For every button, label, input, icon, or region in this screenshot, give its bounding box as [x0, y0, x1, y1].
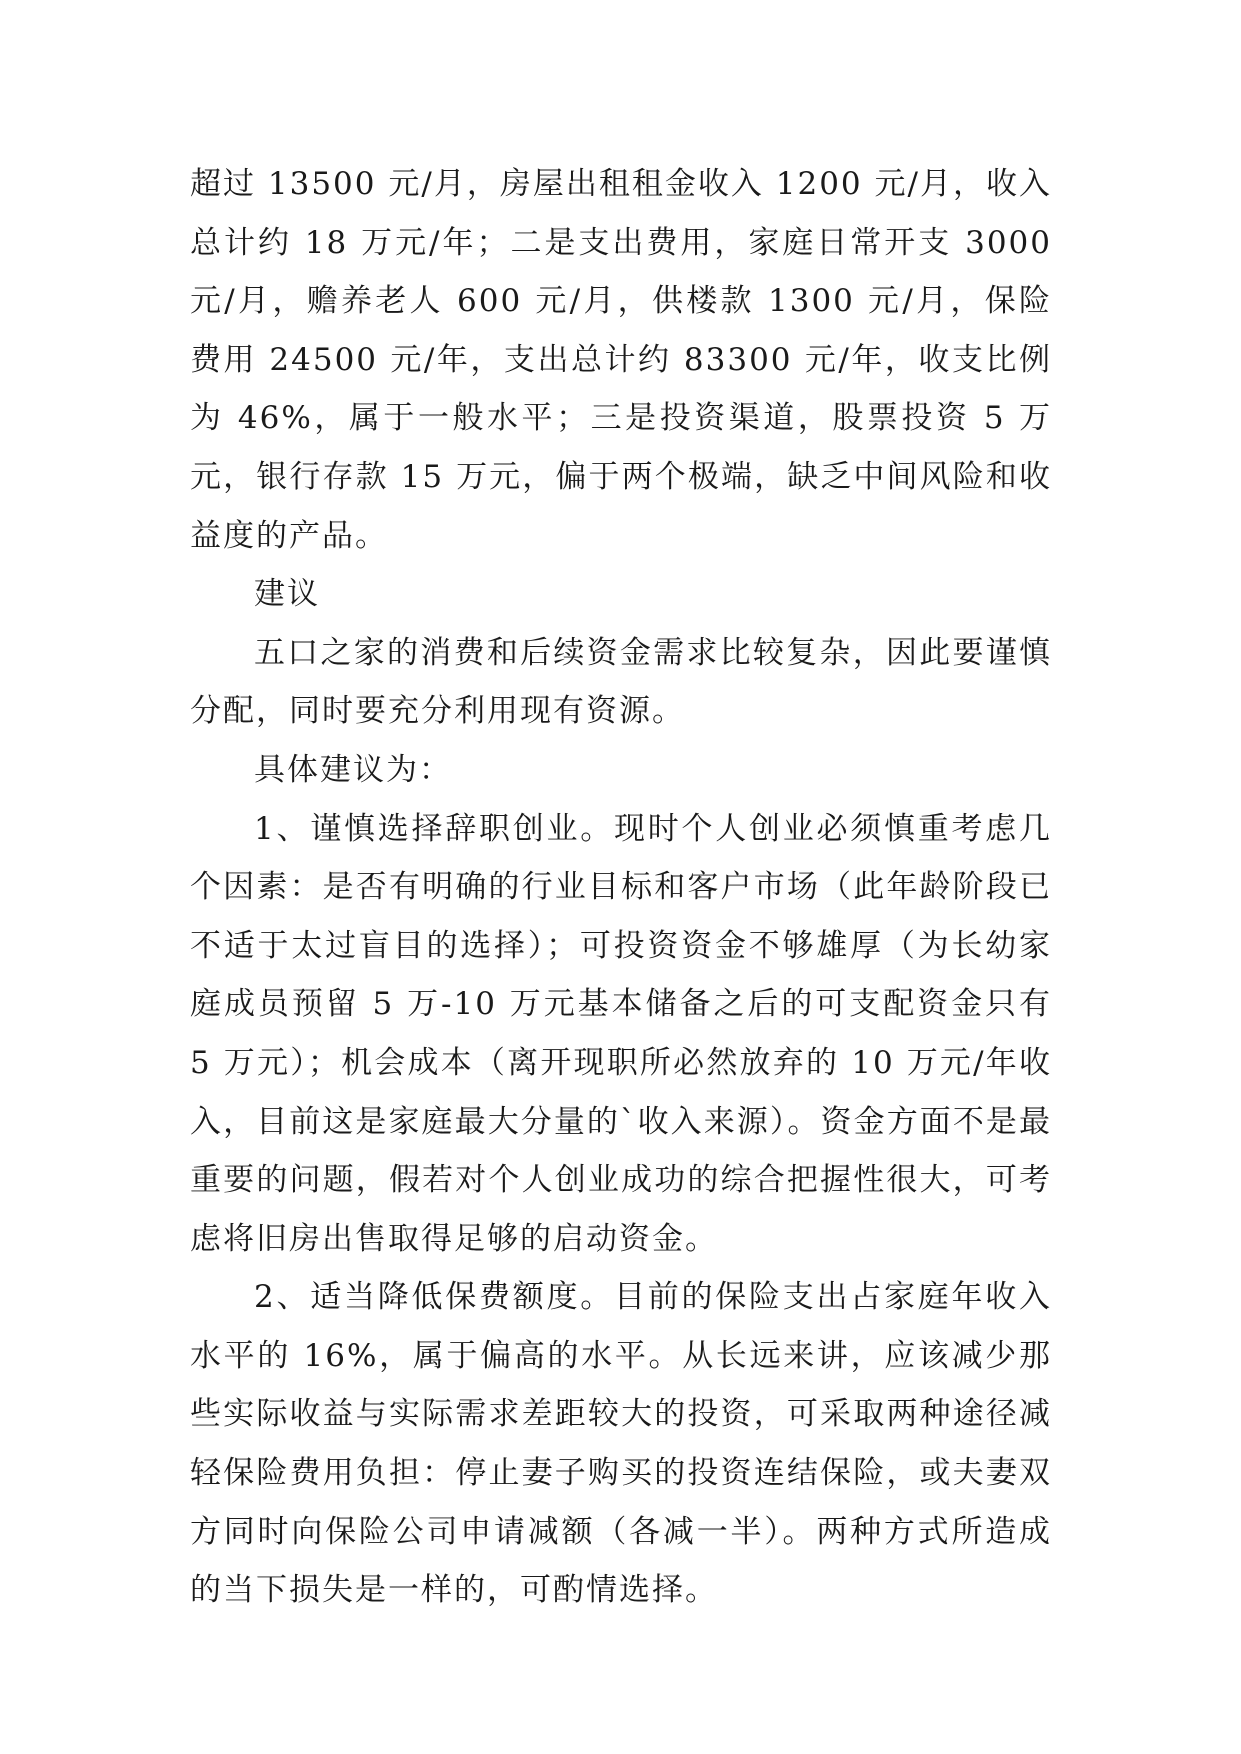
paragraph-item-2: 2、适当降低保费额度。目前的保险支出占家庭年收入水平的 16%，属于偏高的水平。从长远来讲，应该减少那些实际收益与实际需求差距较大的投资，可采取两种途径减轻保险费用负担：停止妻子购买的投资连结保险，或夫妻双方同时向保险公司申请减额（各减一半）。两种方式所造成的当下损失是一样的，可酌情选择。: [190, 1279, 1052, 1609]
paragraph-income-expense: 超过 13500 元/月，房屋出租租金收入 1200 元/月，收入总计约 18 万元/年；二是支出费用，家庭日常开支 3000 元/月，赡养老人 600 元/月，供楼款 1300 元/月，保险费用 24500 元/年，支出总计约 83300 元/年，收支比例为 46%，属于一般水平；三是投资渠道，股票投资 5 万元，银行存款 15 万元，偏于两个极端，缺乏中间风险和收益度的产品。: [190, 166, 1052, 554]
paragraph-item-1: 1、谨慎选择辞职创业。现时个人创业必须慎重考虑几个因素：是否有明确的行业目标和客户市场（此年龄阶段已不适于太过盲目的选择）；可投资资金不够雄厚（为长幼家庭成员预留 5 万-10 万元基本储备之后的可支配资金只有 5 万元）；机会成本（离开现职所必然放弃的 10 万元/年收入，目前这是家庭最大分量的`收入来源）。资金方面不是最重要的问题，假若对个人创业成功的综合把握性很大，可考虑将旧房出售取得足够的启动资金。: [190, 810, 1052, 1257]
document-body: [190, 155, 1052, 1620]
paragraph-overview: 五口之家的消费和后续资金需求比较复杂，因此要谨慎分配，同时要充分利用现有资源。: [190, 634, 1052, 730]
paragraph-specific-intro: 具体建议为：: [254, 751, 452, 788]
paragraph-suggestion-heading: 建议: [254, 576, 320, 613]
